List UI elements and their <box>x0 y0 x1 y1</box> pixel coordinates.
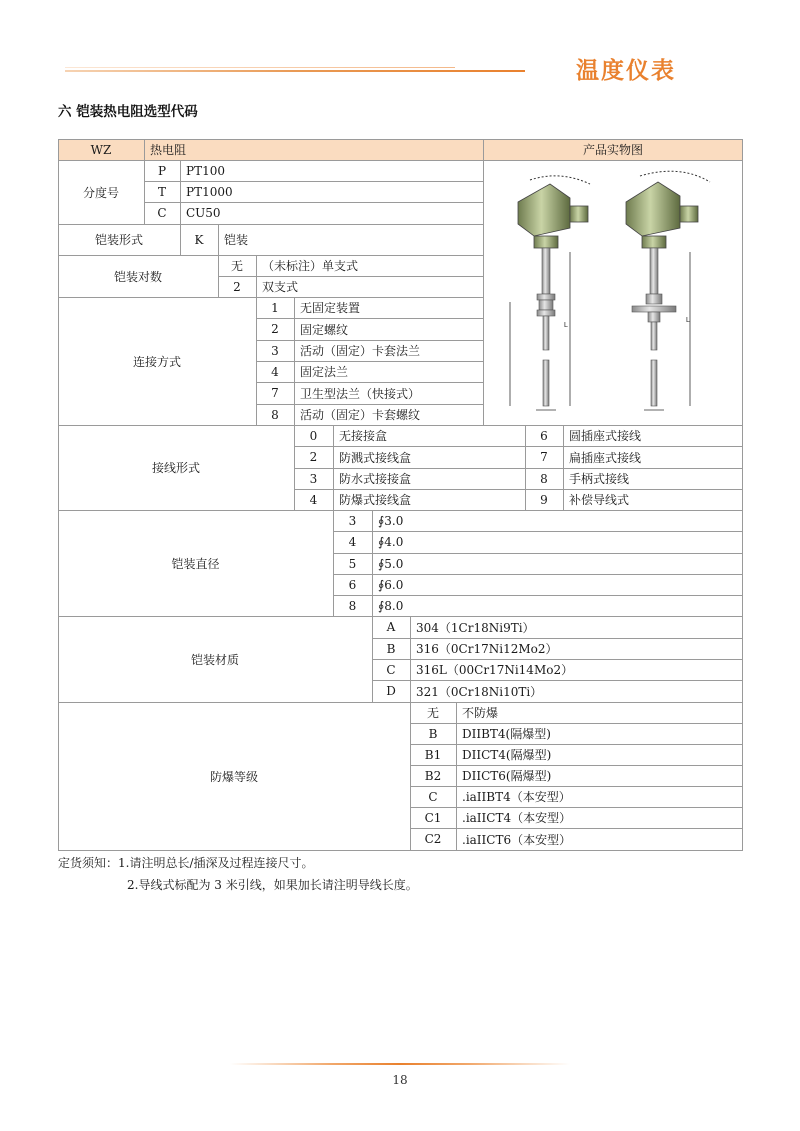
header-name-cell: 热电阻 <box>150 143 187 157</box>
diameter-code: 5 <box>348 556 357 571</box>
armor-pairs-text: （未标注）单支式 <box>262 259 359 273</box>
header-rule <box>65 70 525 72</box>
wiring-text: 防溅式接线盒 <box>339 450 412 465</box>
graduation-code: T <box>157 184 166 199</box>
connection-code: 8 <box>271 407 279 422</box>
wiring-code-2: 7 <box>540 450 548 464</box>
armor-pairs-code: 无 <box>230 259 243 273</box>
material-code: A <box>386 620 396 634</box>
diameter-label: 铠装直径 <box>171 556 220 571</box>
explosion-text: 不防爆 <box>462 706 499 720</box>
footer-rule <box>230 1063 570 1065</box>
armor-pairs-text: 双支式 <box>262 280 299 294</box>
wiring-code: 4 <box>309 492 318 507</box>
diameter-code: 4 <box>348 535 357 549</box>
page-number: 18 <box>392 1073 408 1087</box>
graduation-label: 分度号 <box>82 185 119 200</box>
svg-text:L: L <box>564 322 568 329</box>
wiring-code-2: 6 <box>540 428 548 443</box>
material-text: 316L（00Cr17Ni14Mo2） <box>416 663 574 677</box>
material-text: 316（0Cr17Ni12Mo2） <box>416 642 558 656</box>
sensor-left-drawing <box>510 176 590 410</box>
graduation-text: PT1000 <box>186 184 233 199</box>
header-code-cell: WZ <box>90 142 112 157</box>
diameter-code: 3 <box>348 513 357 528</box>
explosion-text: .iaIIBT4（本安型） <box>462 790 571 804</box>
explosion-code: C1 <box>424 810 442 825</box>
material-text: 304（1Cr18Ni9Ti） <box>416 620 535 635</box>
material-text: 321（0Cr18Ni10Ti） <box>416 684 543 699</box>
armor-form-text: 铠装 <box>224 233 249 247</box>
explosion-code: C2 <box>424 832 442 846</box>
brand-title: 温度仪表 <box>576 58 676 84</box>
explosion-text: DIIBT4(隔爆型) <box>462 727 551 741</box>
header-rule-thin <box>65 67 455 68</box>
svg-text:L: L <box>686 317 690 324</box>
connection-code: 3 <box>271 343 279 358</box>
connection-code: 7 <box>271 386 279 400</box>
section-title: 六 铠装热电阻选型代码 <box>58 104 198 120</box>
wiring-code: 0 <box>309 428 318 443</box>
connection-text: 卫生型法兰（快接式） <box>300 386 421 401</box>
explosion-code: B1 <box>424 747 442 762</box>
explosion-code: 无 <box>426 706 439 720</box>
wiring-text-2: 圆插座式接线 <box>569 429 642 443</box>
diameter-code: 8 <box>348 598 357 613</box>
connection-text: 无固定装置 <box>300 301 361 315</box>
graduation-code: P <box>157 163 167 178</box>
wiring-text-2: 手柄式接线 <box>569 472 630 486</box>
wiring-code: 2 <box>309 450 318 464</box>
wiring-text-2: 补偿导线式 <box>569 493 630 507</box>
explosion-text: .iaIICT6（本安型） <box>462 832 572 847</box>
diameter-text: ∮4.0 <box>378 535 404 549</box>
diameter-code: 6 <box>348 577 357 592</box>
material-code: B <box>386 641 396 656</box>
wiring-text: 防水式接接盒 <box>339 472 412 486</box>
connection-text: 活动（固定）卡套螺纹 <box>300 408 421 422</box>
explosion-text: DIICT6(隔爆型) <box>462 769 552 783</box>
wiring-code-2: 8 <box>540 471 548 486</box>
product-photo <box>490 162 738 422</box>
explosion-label: 防爆等级 <box>209 769 258 784</box>
material-code: D <box>386 684 396 698</box>
explosion-code: C <box>428 789 438 804</box>
wiring-label: 接线形式 <box>151 461 200 475</box>
connection-text: 固定法兰 <box>300 365 349 379</box>
diameter-text: ∮6.0 <box>378 577 404 592</box>
order-note-2: 2.导线式标配为 3 米引线，如果加长请注明导线长度。 <box>127 878 418 892</box>
header-photo-title: 产品实物图 <box>582 143 643 157</box>
sensor-right-drawing <box>626 171 710 410</box>
connection-code: 2 <box>271 322 279 336</box>
explosion-code: B <box>428 726 438 741</box>
connection-text: 固定螺纹 <box>300 322 349 337</box>
wiring-text: 无接接盒 <box>339 429 388 443</box>
wiring-text: 防爆式接线盒 <box>339 493 412 507</box>
graduation-code: C <box>157 206 167 220</box>
connection-code: 4 <box>271 364 279 379</box>
graduation-text: PT100 <box>186 163 225 178</box>
wiring-code: 3 <box>309 471 318 486</box>
armor-pairs-code: 2 <box>233 279 241 294</box>
armor-form-label: 铠装形式 <box>94 233 143 247</box>
wiring-code-2: 9 <box>540 492 548 507</box>
connection-code: 1 <box>271 300 279 315</box>
order-note-1: 定货须知：1.请注明总长/插深及过程连接尺寸。 <box>58 856 314 870</box>
explosion-code: B2 <box>424 768 442 783</box>
wiring-text-2: 扁插座式接线 <box>569 450 642 465</box>
material-label: 铠装材质 <box>190 652 239 667</box>
diameter-text: ∮8.0 <box>378 598 404 613</box>
diameter-text: ∮5.0 <box>378 556 404 571</box>
diameter-text: ∮3.0 <box>378 513 404 528</box>
connection-text: 活动（固定）卡套法兰 <box>300 344 421 358</box>
explosion-text: .iaIICT4（本安型） <box>462 811 572 825</box>
armor-pairs-label: 铠装对数 <box>113 269 162 284</box>
connection-label: 连接方式 <box>132 354 181 369</box>
material-code: C <box>386 662 396 677</box>
armor-form-code: K <box>194 232 204 247</box>
graduation-text: CU50 <box>186 206 221 220</box>
explosion-text: DIICT4(隔爆型) <box>462 748 552 762</box>
